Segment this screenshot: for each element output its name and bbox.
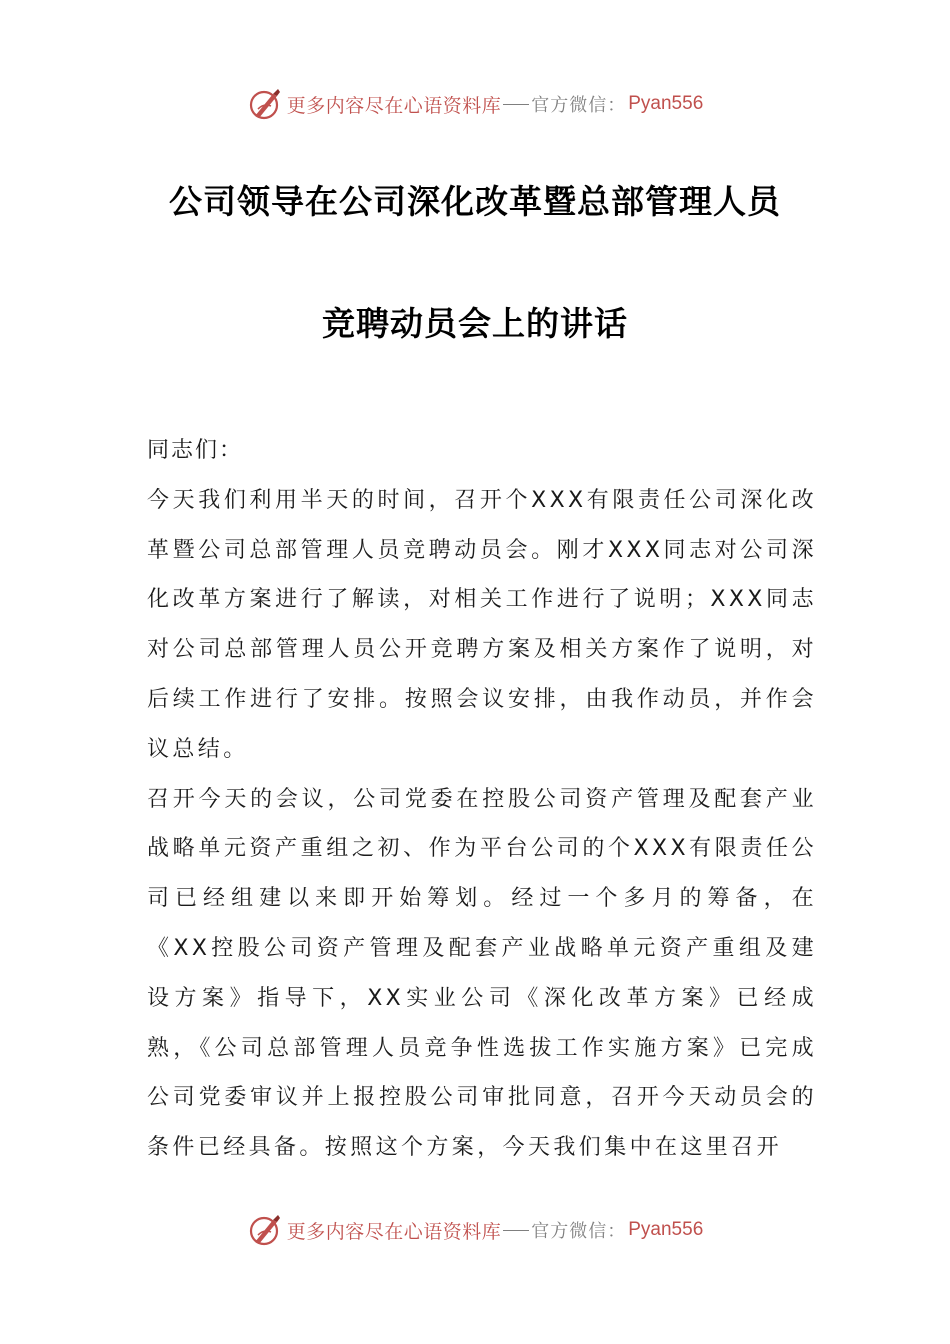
document-body [147,426,817,1173]
greeting: 同志们： [147,438,244,463]
paragraph-1: 今天我们利用半天的时间，召开个XXX有限责任公司深化改革暨公司总部管理人员竞聘动员会。刚才XXX同志对公司深化改革方案进行了解读，对相关工作进行了说明；XXX同志对公司总部管理人员公开竞聘方案及相关方案作了说明，对后续工作进行了安排。按照会议安排，由我作动员，并作会议总结。 [147,487,817,762]
watermark-sub-text: 官方微信： [531,1221,627,1242]
paragraph-2: 召开今天的会议，公司党委在控股公司资产管理及配套产业战略单元资产重组之初、作为平台公司的个XXX有限责任公司已经组建以来即开始筹划。经过一个多月的筹备，在《XX控股公司资产管理及配套产业战略单元资产重组及建设方案》指导下，XX实业公司《深化改革方案》已经成熟，《公司总部管理人员竞争性选拔工作实施方案》已完成公司党委审议并上报控股公司审批同意，召开今天动员会的条件已经具备。按照这个方案，今天我们集中在这里召开 [147,786,817,1161]
footer-watermark [0,1210,950,1250]
pen-logo-icon [247,86,283,122]
watermark-sub-text: 官方微信： [531,95,627,116]
watermark-dash [503,104,529,105]
watermark-dash [503,1230,529,1231]
watermark-wechat-id: Pyan556 [628,93,704,114]
watermark-main-text: 更多内容尽在心语资料库 [286,94,502,117]
document-title-line-2: 竞聘动员会上的讲话 [322,304,628,343]
pen-logo-icon [247,1212,283,1248]
watermark-wechat-id: Pyan556 [628,1219,704,1240]
header-watermark [0,84,950,124]
document-title-line-1: 公司领导在公司深化改革暨总部管理人员 [169,182,781,221]
watermark-main-text: 更多内容尽在心语资料库 [286,1220,502,1243]
